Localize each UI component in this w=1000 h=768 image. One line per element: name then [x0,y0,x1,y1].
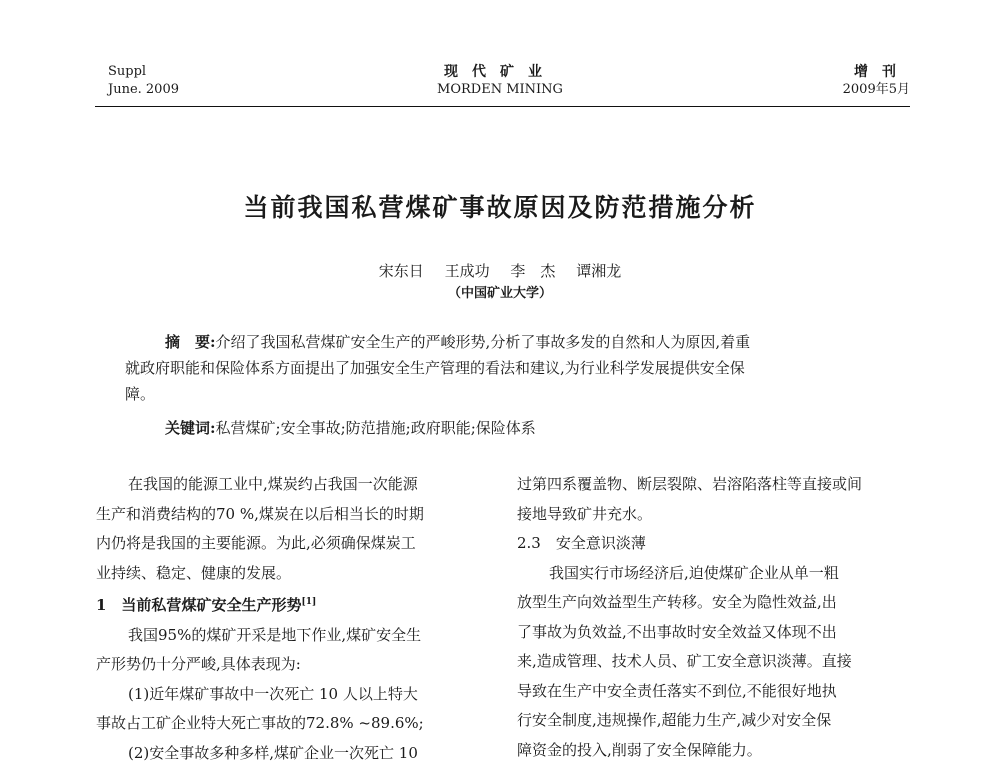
abstract-line-3: 障。 [125,381,870,407]
author-1: 宋东日 [379,262,424,280]
body-line: 过第四系覆盖物、断层裂隙、岩溶陷落柱等直接或间 [517,470,912,500]
section-heading-2-3: 2.3 安全意识淡薄 [517,529,912,559]
author-4: 谭湘龙 [576,262,621,280]
body-line: 放型生产向效益型生产转移。安全为隐性效益,出 [517,588,912,618]
keywords-label: 关键词: [165,419,216,437]
body-line: 我国实行市场经济后,迫使煤矿企业从单一粗 [517,559,912,589]
body-line: 业持续、稳定、健康的发展。 [96,559,491,589]
issue-type-cn: 增刊 [760,63,910,81]
abstract-label: 摘 要: [165,333,216,351]
body-column-left [96,470,491,768]
body-line: 导致在生产中安全责任落实不到位,不能很好地执 [517,677,912,707]
abstract-line-2: 就政府职能和保险体系方面提出了加强安全生产管理的看法和建议,为行业科学发展提供安全保 [125,355,870,381]
author-2: 王成功 [445,262,490,280]
author-3: 李 杰 [510,262,555,280]
issue-date-en: June. 2009 [108,81,179,99]
body-line: 我国95%的煤矿开采是地下作业,煤矿安全生 [96,621,491,651]
body-line: 事故占工矿企业特大死亡事故的72.8% ~89.6%; [96,709,491,739]
body-line: 来,造成管理、技术人员、矿工安全意识淡薄。直接 [517,647,912,677]
affiliation: （中国矿业大学） [0,282,1000,301]
keywords-text: 私营煤矿;安全事故;防范措施;政府职能;保险体系 [216,419,536,437]
body-column-right [517,470,912,765]
article-title: 当前我国私营煤矿事故原因及防范措施分析 [0,188,1000,224]
author-list [0,260,1000,281]
section-heading-1: 1 当前私营煤矿安全生产形势[1] [96,588,491,621]
body-line: 在我国的能源工业中,煤炭约占我国一次能源 [96,470,491,500]
body-line: 行安全制度,违规操作,超能力生产,减少对安全保 [517,706,912,736]
body-line: 障资金的投入,削弱了安全保障能力。 [517,736,912,766]
body-line: 了事故为负效益,不出事故时安全效益又体现不出 [517,618,912,648]
header-rule [95,106,910,107]
body-line: 产形势仍十分严峻,具体表现为: [96,650,491,680]
body-line: 生产和消费结构的70 %,煤炭在以后相当长的时期 [96,500,491,530]
header-right [760,63,910,99]
journal-name-en: MORDEN MINING [0,81,1000,99]
abstract-line-1: 摘 要:介绍了我国私营煤矿安全生产的严峻形势,分析了事故多发的自然和人为原因,着重 [125,329,870,355]
body-line: (1)近年煤矿事故中一次死亡 10 人以上特大 [96,680,491,710]
body-line: 接地导致矿井充水。 [517,500,912,530]
issue-date-cn: 2009年5月 [760,81,910,99]
abstract [125,329,870,407]
citation-ref: [1] [301,597,316,607]
body-line: (2)安全事故多种多样,煤矿企业一次死亡 10 [96,739,491,768]
journal-name-cn: 现代矿业 [0,63,1000,81]
keywords [165,415,536,441]
supplement-label: Suppl [108,63,179,81]
body-line: 内仍将是我国的主要能源。为此,必须确保煤炭工 [96,529,491,559]
